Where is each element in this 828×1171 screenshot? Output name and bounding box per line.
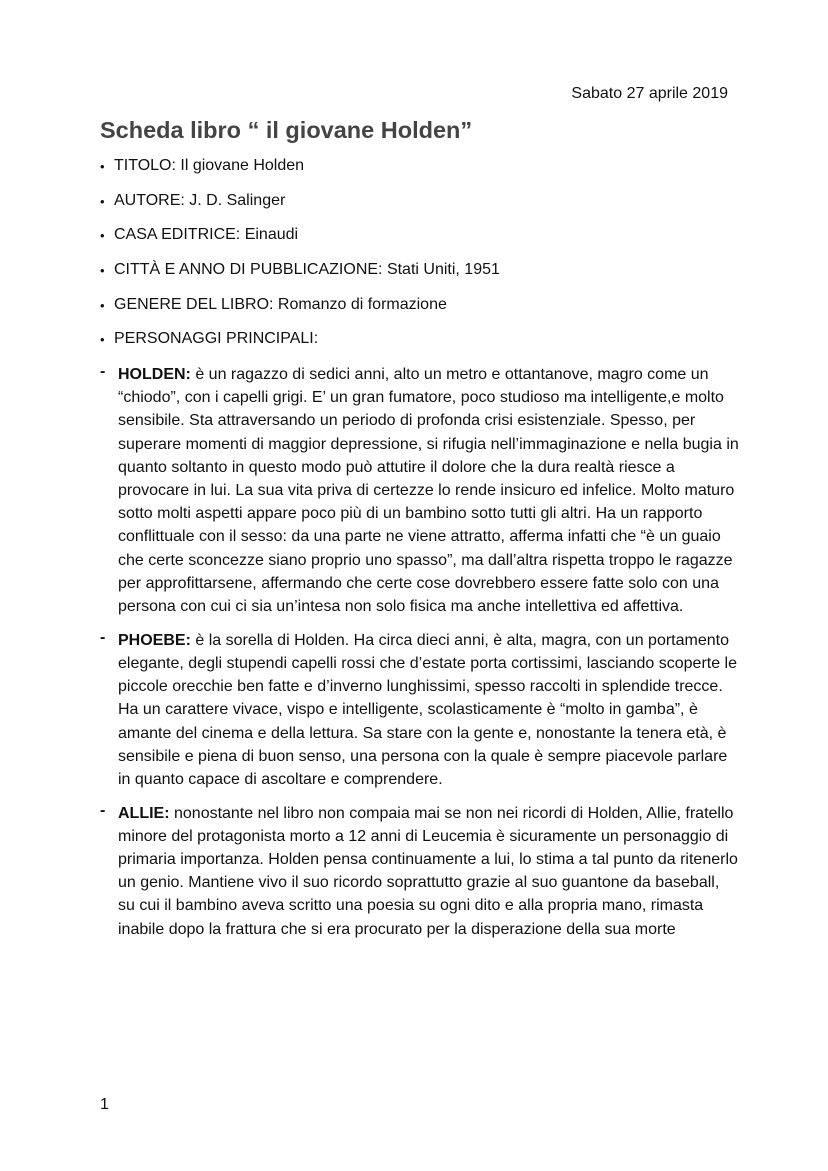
bullet-icon: • [100,228,105,244]
bullet-text: CASA EDITRICE: Einaudi [114,226,299,244]
bullet-icon: • [100,193,105,209]
bullet-item-title [100,156,740,191]
dash-icon: - [100,363,106,380]
book-info-list [100,156,740,364]
bullet-text: CITTÀ E ANNO DI PUBBLICAZIONE: Stati Uniti, 1951 [114,261,500,279]
bullet-text: TITOLO: Il giovane Holden [114,157,305,174]
bullet-item-genre [100,295,740,330]
bullet-item-city-year [100,260,740,295]
page-number: 1 [100,1096,109,1113]
document-title: Scheda libro “ il giovane Holden” [100,117,473,143]
character-entry-phoebe [100,629,740,791]
bullet-text: AUTORE: J. D. Salinger [114,191,286,209]
bullet-icon: • [100,263,105,279]
bullet-icon: • [100,159,105,174]
dash-icon: - [100,628,106,646]
character-entry-allie [100,802,740,941]
bullet-text: GENERE DEL LIBRO: Romanzo di formazione [114,295,447,313]
bullet-text: PERSONAGGI PRINCIPALI: [114,330,319,348]
dash-icon: - [100,801,106,819]
character-entry-holden [100,363,740,618]
character-name: HOLDEN: [118,366,191,383]
document-date: Sabato 27 aprile 2019 [571,85,728,102]
bullet-item-characters [100,329,740,364]
character-description: è un ragazzo di sedici anni, alto un metro e ottantanove, magro come un “chiodo”, con i capelli grigi. E’ un gran fumatore, poco studioso ma intelligente,e molto sensibile. Sta attraversando un periodo di profonda crisi esistenziale. Spesso, per superare momenti di maggior depressione, si rifugia nell’immaginazione e nella bugia in quanto soltanto in questo modo può attutire il dolore che la dura realtà riesce a provocare in lui. La sua vita priva di certezze lo rende insicuro ed infelice. Molto maturo sotto molti aspetti appare poco più di un bambino sotto tutti gli altri. Ha un rapporto conflittuale con il sesso: da una parte ne viene attratto, afferma infatti che “è un guaio che certe sconcezze siano proprio uno spasso”, ma dall’altra rispetta troppo le ragazze per approfittarsene, affermando che certe cose dovrebbero essere fatte solo con una persona con cui ci sia un’intesa non solo fisica ma anche intellettiva ed affettiva. [118,366,739,616]
bullet-icon: • [100,332,105,348]
character-name: PHOEBE: [118,631,191,649]
character-name: ALLIE: [118,804,170,822]
bullet-item-publisher [100,225,740,260]
character-description: è la sorella di Holden. Ha circa dieci anni, è alta, magra, con un portamento elegante, degli stupendi capelli rossi che d’estate porta cortissimi, lasciando scoperte le piccole orecchie ben fatte e d’inverno lunghissimi, spesso raccolti in splendide trecce. Ha un carattere vivace, vispo e intelligente, scolasticamente è “molto in gamba”, è amante del cinema e della lettura. Sa stare con la gente e, nonostante la tenera età, è sensibile e piena di buon senso, una persona con la quale è sempre piacevole parlare in quanto capace di ascoltare e comprendere. [118,631,738,788]
bullet-icon: • [100,297,105,313]
character-description: nonostante nel libro non compaia mai se non nei ricordi di Holden, Allie, fratello minore del protagonista morto a 12 anni di Leucemia è sicuramente un personaggio di primaria importanza. Holden pensa continuamente a lui, lo stima a tal punto da ritenerlo un genio. Mantiene vivo il suo ricordo soprattutto grazie al suo guantone da baseball, su cui il bambino aveva scritto una poesia su ogni dito e alla propria mano, rimasta inabile dopo la frattura che si era procurato per la disperazione della sua morte [118,804,738,938]
bullet-item-author [100,191,740,226]
characters-section [100,363,740,951]
